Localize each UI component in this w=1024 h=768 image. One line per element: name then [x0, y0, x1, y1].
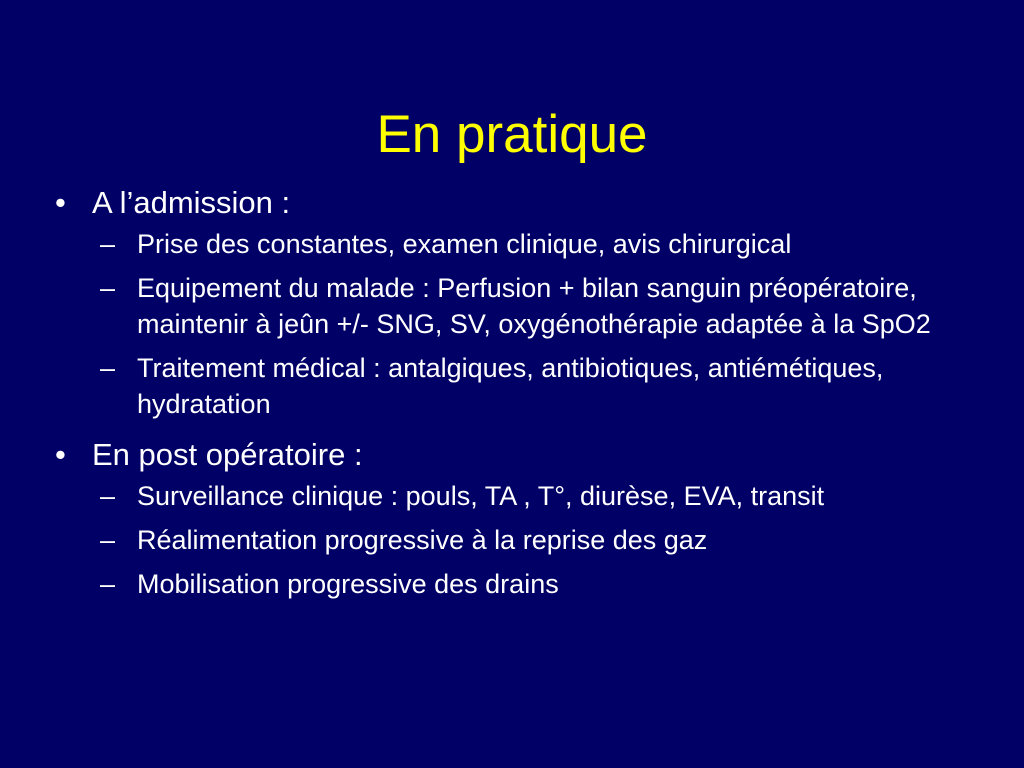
section-heading-text: En post opératoire : [92, 437, 363, 472]
list-item-text: Prise des constantes, examen clinique, avis chirurgical [137, 229, 792, 259]
list-item [100, 478, 985, 514]
list-item [100, 566, 985, 602]
slide-title: En pratique [376, 105, 648, 164]
list-item-text: Traitement médical : antalgiques, antibiotiques, antiémétiques, hydratation [137, 353, 884, 419]
dash-icon: – [100, 229, 116, 259]
list-item [100, 226, 985, 262]
list-item-text: Equipement du malade : Perfusion + bilan sanguin préopératoire, maintenir à jeûn +/- SNG, SV, oxygénothérapie adaptée à la SpO2 [137, 273, 931, 339]
section-heading-admission [55, 183, 985, 223]
list-item-text: Surveillance clinique : pouls, TA , T°, diurèse, EVA, transit [137, 481, 825, 511]
dash-icon: – [100, 569, 116, 599]
slide-content [55, 183, 985, 615]
post-operatoire-list [55, 478, 985, 602]
list-item [100, 350, 985, 422]
bullet-icon: • [55, 185, 66, 220]
dash-icon: – [100, 481, 116, 511]
list-item [100, 270, 985, 342]
section-heading-post-operatoire [55, 435, 985, 475]
list-item-text: Réalimentation progressive à la reprise des gaz [137, 525, 708, 555]
list-item [100, 522, 985, 558]
dash-icon: – [100, 525, 116, 555]
dash-icon: – [100, 353, 116, 383]
bullet-icon: • [55, 437, 66, 472]
section-heading-text: A l’admission : [92, 185, 291, 220]
list-item-text: Mobilisation progressive des drains [137, 569, 559, 599]
dash-icon: – [100, 273, 116, 303]
admission-list [55, 226, 985, 422]
